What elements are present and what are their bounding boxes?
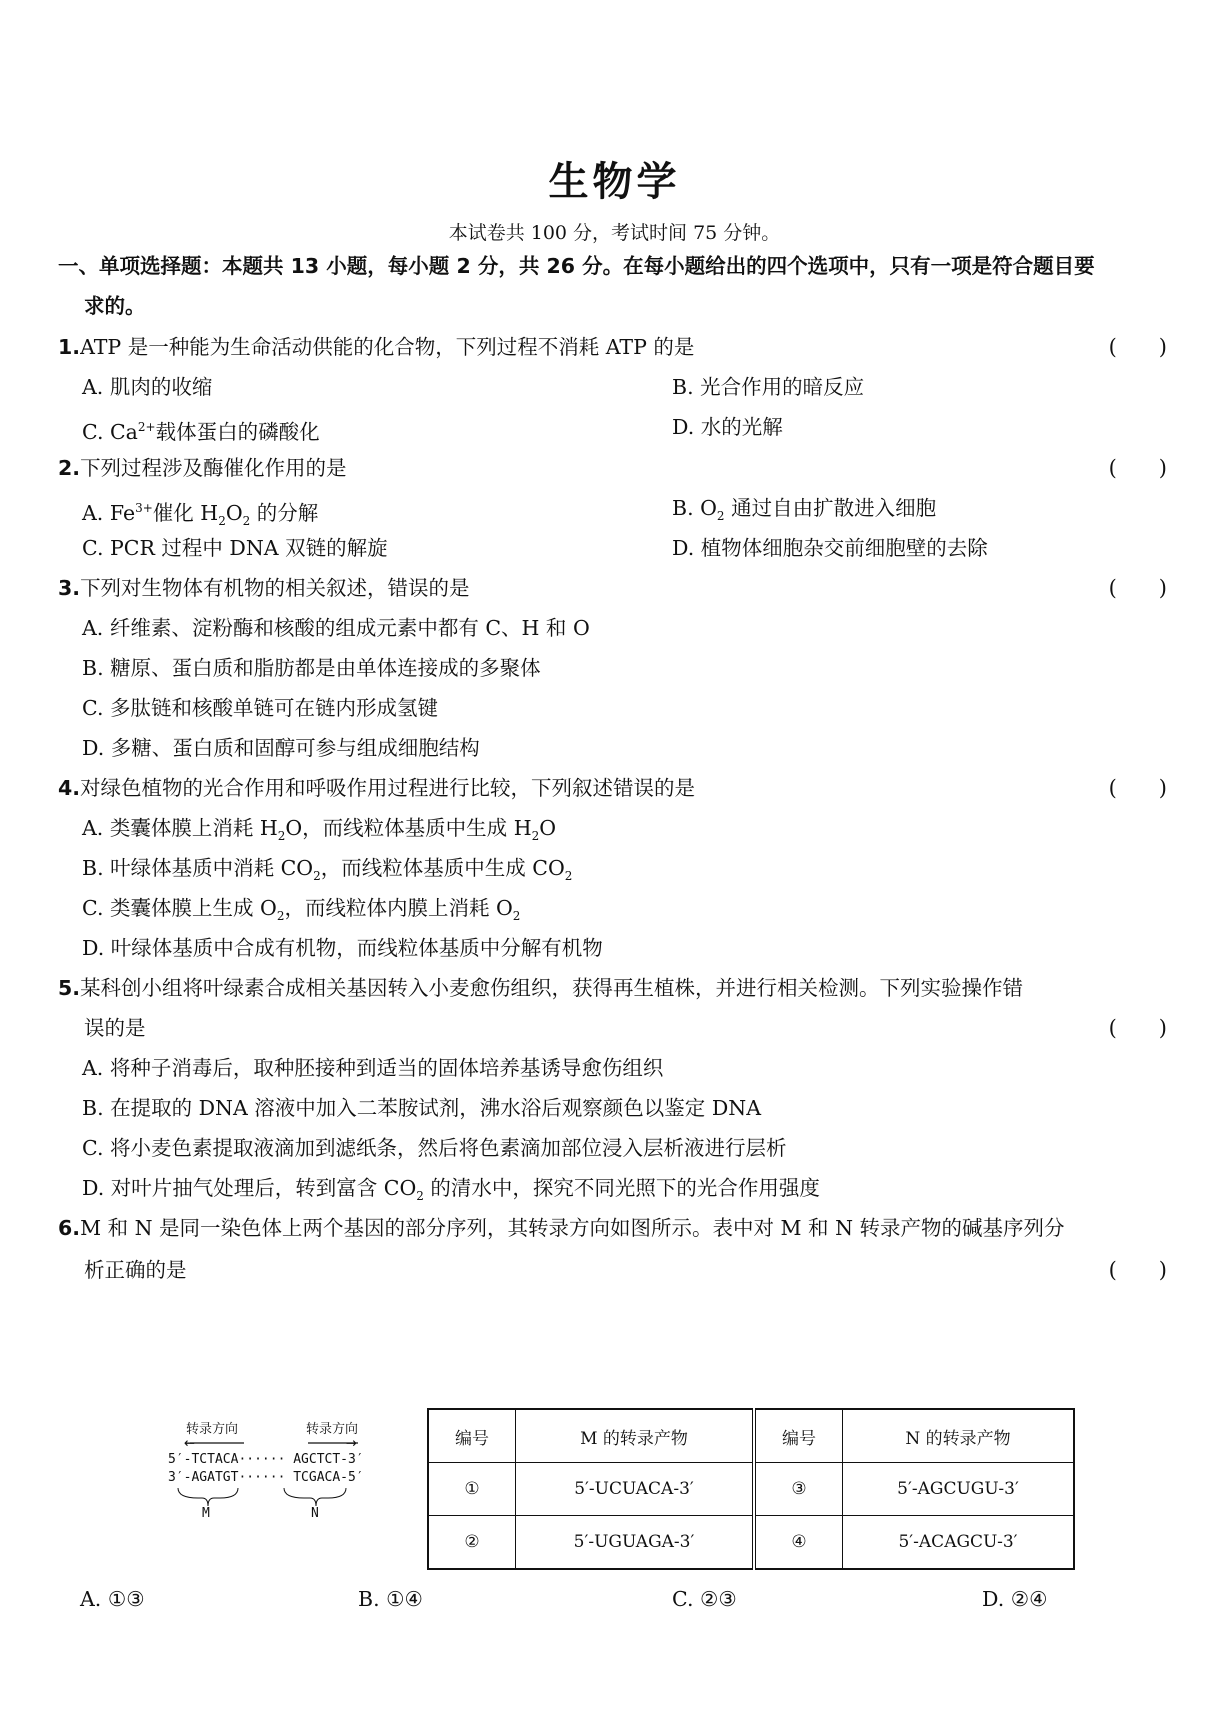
option-d bbox=[82, 1174, 820, 1210]
option-b: B. 光合作用的暗反应 bbox=[672, 375, 865, 399]
option-text: A. Fe bbox=[82, 500, 136, 525]
option-d: D. 植物体细胞杂交前细胞壁的去除 bbox=[672, 536, 988, 560]
answer-parens: ( ) bbox=[1108, 776, 1167, 800]
option-b bbox=[672, 494, 936, 530]
option-a: A. 肌肉的收缩 bbox=[82, 375, 213, 399]
option-text: O，而线粒体基质中生成 H bbox=[285, 816, 532, 840]
question-stem: 下列过程涉及酶催化作用的是 bbox=[80, 456, 347, 480]
table-cell: ① bbox=[428, 1463, 516, 1516]
option-a: A. ①③ bbox=[80, 1587, 145, 1611]
table-cell: 5′-UCUACA-3′ bbox=[516, 1463, 755, 1516]
option-a: A. 纤维素、淀粉酶和核酸的组成元素中都有 C、H 和 O bbox=[82, 616, 590, 640]
subscript: 2 bbox=[512, 909, 521, 924]
option-text: O bbox=[225, 500, 243, 525]
option-text: C. 类囊体膜上生成 O bbox=[82, 896, 277, 920]
table-row bbox=[428, 1463, 1074, 1516]
exam-info: 本试卷共 100 分，考试时间 75 分钟。 bbox=[448, 222, 781, 244]
transcription-table bbox=[427, 1408, 1075, 1570]
table-header: N 的转录产物 bbox=[843, 1409, 1075, 1463]
question-stem: ATP 是一种能为生命活动供能的化合物，下列过程不消耗 ATP 的是 bbox=[80, 335, 695, 359]
option-text: B. O bbox=[672, 496, 717, 520]
option-d: D. 叶绿体基质中合成有机物，而线粒体基质中分解有机物 bbox=[82, 936, 603, 960]
table-header-row bbox=[428, 1409, 1074, 1463]
question-stem: M 和 N 是同一染色体上两个基因的部分序列，其转录方向如图所示。表中对 M 和 N 转录产物的碱基序列分 bbox=[80, 1216, 1065, 1240]
option-text: O bbox=[539, 816, 557, 840]
question-number: 4. bbox=[58, 776, 81, 800]
question-5 bbox=[58, 974, 1023, 1002]
question-4 bbox=[58, 774, 695, 802]
answer-parens: ( ) bbox=[1108, 1016, 1167, 1040]
option-text: 的清水中，探究不同光照下的光合作用强度 bbox=[423, 1176, 820, 1200]
option-d: D. 多糖、蛋白质和固醇可参与组成细胞结构 bbox=[82, 736, 480, 760]
question-number: 6. bbox=[58, 1216, 81, 1240]
option-text: 催化 H bbox=[152, 500, 219, 525]
question-stem-cont: 析正确的是 bbox=[84, 1258, 187, 1282]
question-3 bbox=[58, 574, 470, 602]
section-heading-cont: 求的。 bbox=[84, 294, 146, 318]
direction-label-left: 转录方向 bbox=[186, 1422, 239, 1437]
answer-parens: ( ) bbox=[1108, 576, 1167, 600]
question-number: 5. bbox=[58, 976, 81, 1000]
arrow-left-icon: ← bbox=[184, 1432, 195, 1453]
table-cell: 5′-ACAGCU-3′ bbox=[843, 1516, 1075, 1570]
option-text: ，而线粒体基质中生成 CO bbox=[320, 856, 565, 880]
option-c bbox=[82, 894, 520, 930]
option-c: C. PCR 过程中 DNA 双链的解旋 bbox=[82, 536, 388, 560]
subscript: 2 bbox=[276, 909, 285, 924]
dna-bottom-strand: 3′-AGATGT······ TCGACA-5′ bbox=[168, 1470, 364, 1485]
option-a: A. 将种子消毒后，取种胚接种到适当的固体培养基诱导愈伤组织 bbox=[82, 1056, 664, 1080]
table-cell: 5′-UGUAGA-3′ bbox=[516, 1516, 755, 1570]
arrow-right-icon: → bbox=[346, 1432, 357, 1453]
option-b: B. ①④ bbox=[358, 1587, 423, 1611]
option-a bbox=[82, 494, 318, 535]
option-b: B. 在提取的 DNA 溶液中加入二苯胺试剂，沸水浴后观察颜色以鉴定 DNA bbox=[82, 1096, 762, 1120]
option-b: B. 糖原、蛋白质和脂肪都是由单体连接成的多聚体 bbox=[82, 656, 541, 680]
subscript: 2 bbox=[716, 509, 725, 524]
direction-label-right: 转录方向 bbox=[306, 1422, 359, 1437]
option-d: D. ②④ bbox=[982, 1587, 1048, 1611]
transcription-diagram bbox=[168, 1418, 413, 1528]
question-6 bbox=[58, 1214, 1065, 1242]
question-stem-cont: 误的是 bbox=[84, 1016, 146, 1040]
gene-m-label: M bbox=[202, 1506, 210, 1521]
page-title: 生物学 bbox=[548, 159, 681, 205]
option-text: D. 对叶片抽气处理后，转到富含 CO bbox=[82, 1176, 417, 1200]
question-2 bbox=[58, 454, 347, 482]
table-cell: ③ bbox=[754, 1463, 843, 1516]
superscript: 2+ bbox=[137, 420, 156, 434]
superscript: 3+ bbox=[135, 501, 153, 515]
subscript: 2 bbox=[218, 513, 226, 528]
option-text: ，而线粒体内膜上消耗 O bbox=[284, 896, 513, 920]
question-1 bbox=[58, 333, 694, 361]
option-text: 通过自由扩散进入细胞 bbox=[724, 496, 937, 520]
answer-parens: ( ) bbox=[1108, 335, 1167, 359]
subscript: 2 bbox=[416, 1189, 424, 1204]
subscript: 2 bbox=[277, 829, 286, 844]
option-c bbox=[82, 413, 320, 446]
answer-parens: ( ) bbox=[1108, 456, 1167, 480]
option-c: C. 多肽链和核酸单链可在链内形成氢键 bbox=[82, 696, 438, 720]
answer-parens: ( ) bbox=[1108, 1258, 1167, 1282]
option-text: A. 类囊体膜上消耗 H bbox=[82, 816, 278, 840]
question-stem: 下列对生物体有机物的相关叙述，错误的是 bbox=[80, 576, 470, 600]
subscript: 2 bbox=[313, 869, 321, 884]
option-c: C. ②③ bbox=[672, 1587, 737, 1611]
option-text: 的分解 bbox=[250, 500, 319, 525]
option-d: D. 水的光解 bbox=[672, 415, 783, 439]
question-stem: 对绿色植物的光合作用和呼吸作用过程进行比较，下列叙述错误的是 bbox=[80, 776, 696, 800]
subscript: 2 bbox=[564, 869, 573, 884]
table-row bbox=[428, 1516, 1074, 1570]
table-header: M 的转录产物 bbox=[516, 1409, 755, 1463]
table-cell: ④ bbox=[754, 1516, 843, 1570]
question-number: 2. bbox=[58, 456, 81, 480]
subscript: 2 bbox=[531, 829, 540, 844]
section-heading: 一、单项选择题：本题共 13 小题，每小题 2 分，共 26 分。在每小题给出的四个选项中，只有一项是符合题目要 bbox=[58, 254, 1095, 278]
table-cell: ② bbox=[428, 1516, 516, 1570]
question-stem: 某科创小组将叶绿素合成相关基因转入小麦愈伤组织，获得再生植株，并进行相关检测。下列实验操作错 bbox=[80, 976, 1024, 1000]
table-header: 编号 bbox=[754, 1409, 843, 1463]
question-number: 3. bbox=[58, 576, 81, 600]
option-a bbox=[82, 814, 556, 850]
question-number: 1. bbox=[58, 335, 81, 359]
table-cell: 5′-AGCUGU-3′ bbox=[843, 1463, 1075, 1516]
option-text: B. 叶绿体基质中消耗 CO bbox=[82, 856, 314, 880]
gene-n-label: N bbox=[311, 1506, 319, 1521]
table-header: 编号 bbox=[428, 1409, 516, 1463]
option-text: C. Ca bbox=[82, 419, 138, 444]
option-b bbox=[82, 854, 572, 890]
dna-top-strand: 5′-TCTACA······ AGCTCT-3′ bbox=[168, 1452, 364, 1467]
option-c: C. 将小麦色素提取液滴加到滤纸条，然后将色素滴加部位浸入层析液进行层析 bbox=[82, 1136, 787, 1160]
option-text: 载体蛋白的磷酸化 bbox=[155, 419, 320, 444]
subscript: 2 bbox=[242, 513, 251, 528]
